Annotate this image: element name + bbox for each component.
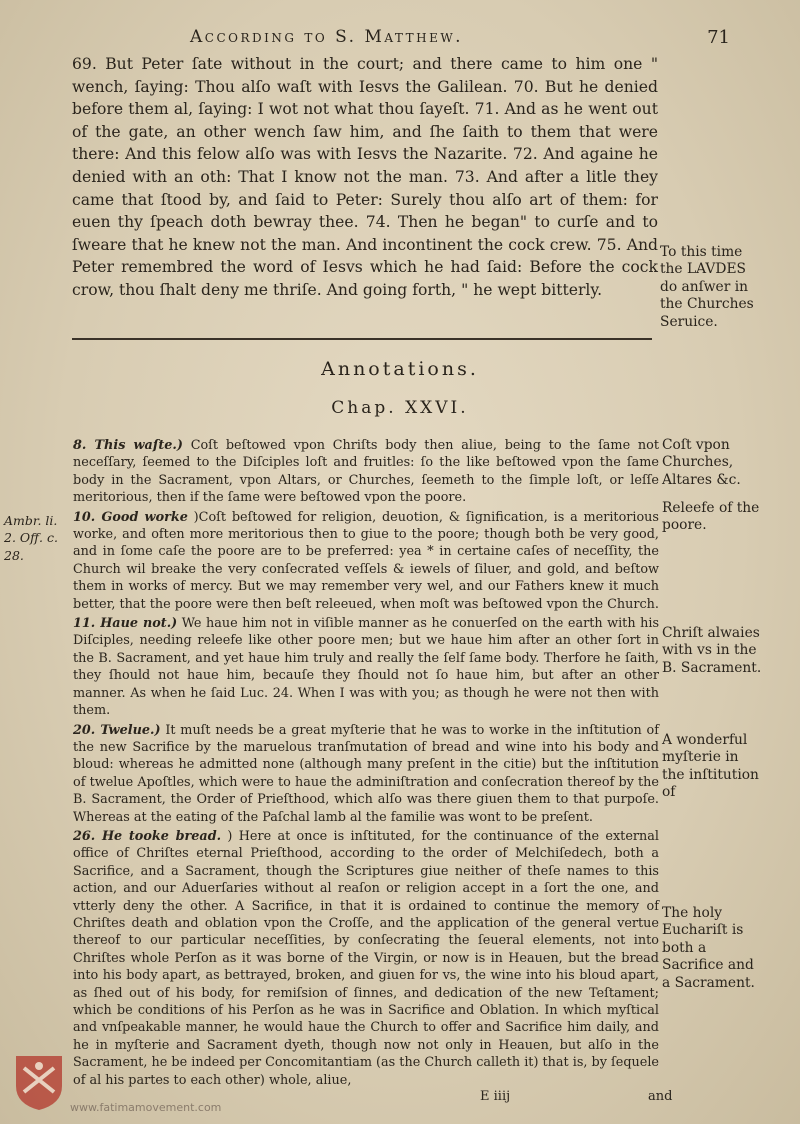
page-number: 71 xyxy=(707,27,730,48)
annotation-label: 8. This waſte.) xyxy=(73,438,183,453)
annotation-label: 10. Good worke xyxy=(73,509,188,525)
annotation-paragraph xyxy=(73,509,659,613)
annotation-paragraph xyxy=(73,722,659,826)
annotation-label: 26. He tooke bread. xyxy=(73,828,222,844)
side-note-poore: Releefe of the poore. xyxy=(662,500,760,534)
running-title: According to S. Matthew. xyxy=(190,27,464,47)
side-note-sacrament: Chriſt alwaies with vs in the B. Sacrament. xyxy=(662,625,762,676)
gospel-margin-note: To this time the LAVDES do anſwer in the Churches Seruice. xyxy=(660,244,754,330)
section-divider xyxy=(72,338,652,340)
chapter-heading: Chap. XXVI. xyxy=(331,398,469,418)
annotation-text: It muſt needs be a great myſterie that he was to worke in the inſtitution of the new Sacrifice by the maruelous tranſmutation of bread and wine into his body and bloud: whereas he admitted none (although many preſent in the citie) but the inſtitution of twelue Apoſtles, which were to haue the adminiſtration and conſecration thereof by the B. Sacrament, the Order of Prieſthood, which alſo was there giuen them to that purpoſe. Whereas at the eating of the Paſchal lamb al the familie was wont to be preſent. xyxy=(73,722,659,825)
annotation-label: 20. Twelue.) xyxy=(73,722,161,738)
side-note-mysterie: A wonderful myſterie in the inſtitution of xyxy=(662,732,759,801)
annotation-text: We haue him not in viſible manner as he conuerſed on the earth with his Diſciples, needing releefe like other poore men; but we haue him after an other ſort in the B. Sacrament, and yet haue him truly and really the ſelf ſame body. Therfore he ſaith, they ſhould not haue him, becauſe they ſhould not ſo haue him, but after an other manner. As when he ſaid Luc. 24. When I was with you; as though he were not then with them. xyxy=(73,616,660,719)
side-note-eucharist: The holy Euchariſt is both a Sacrifice and a Sacrament. xyxy=(662,905,755,991)
annotation-text: )Coſt beſtowed for religion, deuotion, & ſignification, is a meritorious worke, and often more meritorious then to giue to the poore; though both be very good, and in ſome caſe the poore are to be preferred: yea * in certaine caſes of neceſſity, the Church wil breake the very conſecrated veſſels & iewels of ſiluer, and gold, and beſtow them in works of mercy. But we may remember very wel, and our Fathers knew it much better, that the poore were then beſt releeued, when moſt was beſtowed vpon the Church. xyxy=(73,509,659,612)
gospel-text: 69. But Peter ſate without in the court; and there came to him one " wench, ſaying: Thou alſo waſt with Iesvs the Galilean. 70. But he denied before them al, ſaying: I wot not what thou ſayeſt. 71. And as he went out of the gate, an other wench ſaw him, and ſhe ſaith to them that were there: And this felow alſo was with Iesvs the Nazarite. 72. And againe he denied with an oth: That I know not the man. 73. And after a litle they came that ſtood by, and ſaid to Peter: Surely thou alſo art of them: for euen thy ſpeach doth bewray thee. 74. Then he began" to curſe and to ſweare that he knew not the man. And incontinent the cock crew. 75. And Peter remembred the word of Iesvs which he had ſaid: Before the cock crow, thou ſhalt deny me thriſe. And going forth, " he wept bitterly. xyxy=(72,55,658,299)
annotation-paragraph xyxy=(73,437,659,507)
signature-mark: E iiij xyxy=(480,1089,511,1104)
running-header xyxy=(190,27,730,53)
annotation-text: Coſt beſtowed vpon Chriſts body then aliue, being to the ſame not neceſſary, ſeemed to the Diſciples loſt and fruitles: ſo the like beſtowed vpon the ſame body in the Sacrament, vpon Altars, or Churches, ſeemeth to the ſimple loſt, or leſſe meritorious, then if the ſame were beſtowed vpon the poore. xyxy=(73,438,659,506)
annotation-paragraph xyxy=(73,615,659,719)
side-note-churches: Coſt vpon Churches, Altares &c. xyxy=(662,437,741,488)
annotation-body xyxy=(73,437,659,1091)
annotation-paragraph xyxy=(73,828,659,1089)
left-margin-reference: Ambr. li. 2. Off. c. 28. xyxy=(4,513,58,563)
fatima-shield-logo-icon xyxy=(12,1052,66,1112)
footer-url[interactable]: www.fatimamovement.com xyxy=(70,1101,222,1114)
annotation-label: 11. Haue not.) xyxy=(73,616,178,632)
catchword: and xyxy=(648,1089,673,1104)
annotations-heading: Annotations. xyxy=(321,358,479,380)
annotation-text: ) Here at once is inſtituted, for the continuance of the external office of Chriſtes eternal Prieſthood, according to the order of Melchiſedech, both a Sacrifice, and a Sacrament, though the Scriptures giue neither of theſe names to this action, and our Aduerſaries without al reaſon or religion accept in a ſort the one, and vtterly deny the other. A Sacrifice, in that it is ordained to continue the memory of Chriſtes death and oblation vpon the Croſſe, and the application of the general vertue thereof to our particular neceſſities, by conſecrating the ſeueral elements, not into Chriſtes whole Perſon as it was borne of the Virgin, or now is in Heauen, but the bread into his body apart, as bettrayed, broken, and giuen for vs, the wine into his bloud apart, as ſhed out of his body, for remiſsion of ſinnes, and dedication of the new Teſtament; which be conditions of his Perſon as he was in Sacrifice and Oblation. In which myſtical and vnſpeakable manner, he would haue the Church to offer and Sacrifice him daily, and he in myſterie and Sacrament dyeth, though now not only in Heauen, but alſo in the Sacrament, he be indeed per Concomitantiam (as the Church calleth it) that is, by ſequele of al his partes to each other) whole, aliue, xyxy=(73,828,659,1088)
gospel-text-block xyxy=(72,53,658,302)
